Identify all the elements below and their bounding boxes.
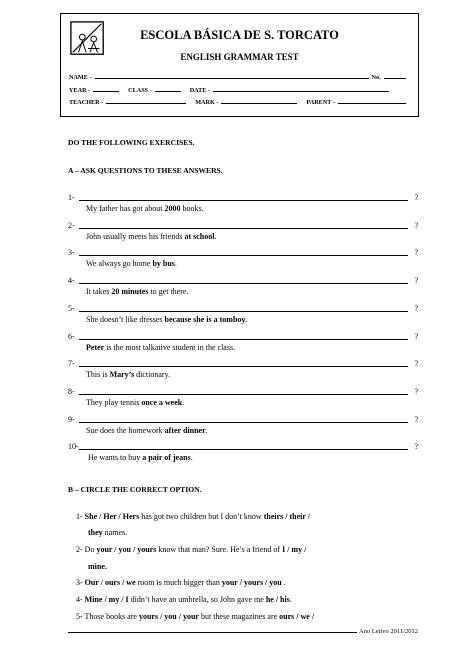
answer-key-phrase: a pair of jeans xyxy=(142,453,191,463)
answer-key-phrase: 2000 xyxy=(164,204,181,213)
question-line[interactable] xyxy=(68,304,418,313)
option-text: . xyxy=(281,578,286,587)
answer-sentence xyxy=(86,398,184,407)
name-field[interactable] xyxy=(95,73,369,79)
question-line[interactable] xyxy=(68,221,418,230)
answer-sentence xyxy=(86,232,216,241)
answer-sentence xyxy=(86,343,235,352)
option-choices[interactable]: yours / you / your xyxy=(138,612,199,621)
option-text: 5- Those books are xyxy=(76,612,139,621)
option-text: know that man? Sure. He’s a friend of xyxy=(156,545,283,554)
question-number: 3- xyxy=(68,248,75,258)
question-mark: ? xyxy=(414,386,418,396)
no-label: No. xyxy=(371,74,381,81)
teacher-field[interactable] xyxy=(106,98,186,104)
answer-text: dictionary. xyxy=(134,370,171,380)
answer-key-phrase: after dinner xyxy=(164,425,206,435)
answer-rule xyxy=(79,422,408,423)
option-text: didn’t have an umbrella, so John gave me xyxy=(128,595,266,604)
question-mark: ? xyxy=(414,442,418,452)
date-field[interactable] xyxy=(213,86,389,92)
question-number: 5- xyxy=(68,303,75,313)
answer-sentence xyxy=(86,287,188,296)
answer-text: Sue does the homework xyxy=(86,425,165,435)
question-mark: ? xyxy=(414,193,418,202)
answer-key-phrase: Mary’s xyxy=(109,370,135,380)
section-a-title: A – ASK QUESTIONS TO THESE ANSWERS. xyxy=(68,166,223,175)
answer-text: . xyxy=(182,397,185,407)
answer-key-phrase: once a week xyxy=(141,397,183,407)
answer-text: . xyxy=(245,314,248,324)
option-continuation xyxy=(88,562,107,571)
question-mark: ? xyxy=(414,276,418,286)
name-label: NAME - xyxy=(69,74,92,81)
question-line[interactable] xyxy=(68,276,418,285)
answer-text: . xyxy=(205,425,208,435)
teacher-row xyxy=(69,98,410,106)
answer-text: books. xyxy=(180,204,204,213)
option-choices[interactable]: your / yours / you xyxy=(221,578,282,587)
option-text: 3- xyxy=(76,578,85,587)
answer-text: We always go home xyxy=(86,259,153,269)
instruction: DO THE FOLLOWING EXERCISES. xyxy=(68,138,195,147)
answer-sentence xyxy=(86,315,247,324)
year-row xyxy=(69,86,410,94)
answer-rule xyxy=(79,200,408,201)
class-field[interactable] xyxy=(155,86,181,92)
test-title: ENGLISH GRAMMAR TEST xyxy=(180,52,299,62)
option-choices[interactable]: mine. xyxy=(88,562,107,571)
answer-text: They play tennis xyxy=(86,397,142,407)
header-box xyxy=(60,13,419,117)
answer-text: This is xyxy=(86,370,110,380)
answer-sentence xyxy=(86,204,204,213)
option-choices[interactable]: he / his xyxy=(265,595,290,604)
option-sentence xyxy=(76,545,306,554)
option-text: 4- xyxy=(76,595,85,604)
option-text: names. xyxy=(102,528,128,537)
date-label: DATE - xyxy=(189,87,211,94)
answer-rule xyxy=(79,394,408,395)
answer-key-phrase: at school xyxy=(184,231,215,241)
answer-rule xyxy=(79,228,408,229)
answer-rule xyxy=(79,339,408,340)
option-choices[interactable]: ours / we / xyxy=(279,612,315,621)
answer-key-phrase: by bus xyxy=(152,259,175,269)
option-text: 2- Do xyxy=(76,545,97,554)
question-number: 1- xyxy=(68,193,75,202)
answer-text: . xyxy=(174,259,177,269)
name-row xyxy=(69,73,410,81)
footer xyxy=(68,628,418,635)
question-number: 6- xyxy=(68,331,75,341)
question-line[interactable] xyxy=(68,248,418,257)
question-number: 8- xyxy=(68,386,75,396)
question-line[interactable] xyxy=(68,359,418,368)
option-sentence xyxy=(76,595,292,604)
option-text: 1- xyxy=(76,512,85,521)
question-mark: ? xyxy=(414,220,418,230)
question-line[interactable] xyxy=(68,193,418,202)
footer-rule xyxy=(68,632,357,633)
answer-rule xyxy=(79,311,408,312)
teacher-label: TEACHER - xyxy=(69,99,104,106)
question-line[interactable] xyxy=(68,442,418,451)
question-mark: ? xyxy=(414,414,418,424)
answer-text: It takes xyxy=(86,287,112,297)
answer-sentence xyxy=(88,453,193,462)
question-number: 7- xyxy=(68,359,75,369)
option-sentence xyxy=(76,512,310,521)
answer-text: . xyxy=(190,453,193,463)
mark-label: MARK - xyxy=(195,99,219,106)
year-field[interactable] xyxy=(93,86,119,92)
answer-key-phrase: Peter xyxy=(86,342,105,352)
section-b-title: B – CIRCLE THE CORRECT OPTION. xyxy=(68,485,202,494)
question-number: 10- xyxy=(68,442,79,452)
answer-rule xyxy=(79,283,408,284)
question-mark: ? xyxy=(414,359,418,369)
option-choices[interactable]: I / my / xyxy=(282,545,307,554)
answer-text: is the most talkative student in the class. xyxy=(104,342,236,352)
class-label: CLASS - xyxy=(128,87,152,94)
answer-rule xyxy=(79,366,408,367)
question-line[interactable] xyxy=(68,332,418,341)
option-continuation xyxy=(88,528,127,537)
answer-text: . xyxy=(214,231,217,241)
option-choices[interactable]: they xyxy=(88,528,103,537)
year-label: YEAR - xyxy=(69,87,91,94)
answer-rule xyxy=(79,449,408,450)
option-choices[interactable]: theirs / their / xyxy=(263,512,310,521)
option-text: but these magazines are xyxy=(198,612,280,621)
answer-rule xyxy=(79,255,408,256)
answer-text: He wants to buy xyxy=(88,453,143,463)
option-choices[interactable]: Our / ours / we xyxy=(84,578,136,587)
answer-sentence xyxy=(86,259,177,268)
parent-label: PARENT - xyxy=(306,99,335,106)
question-number: 9- xyxy=(68,414,75,424)
question-number: 4- xyxy=(68,276,75,286)
option-sentence xyxy=(76,578,286,587)
option-sentence xyxy=(76,612,314,621)
option-choices[interactable]: She / Her / Hers xyxy=(84,512,140,521)
school-name: ESCOLA BÁSICA DE S. TORCATO xyxy=(140,28,339,42)
answer-text: My father has got about xyxy=(86,204,165,213)
option-text: room is much bigger than xyxy=(135,578,222,587)
question-mark: ? xyxy=(414,331,418,341)
option-text: . xyxy=(289,595,292,604)
answer-text: to get there. xyxy=(148,287,189,297)
no-field[interactable] xyxy=(384,73,406,79)
question-line[interactable] xyxy=(68,415,418,424)
option-choices[interactable]: Mine / my / I xyxy=(84,595,129,604)
answer-sentence xyxy=(86,426,208,435)
answer-text: She doesn’t like dresses xyxy=(86,314,165,324)
question-line[interactable] xyxy=(68,387,418,396)
option-choices[interactable]: your / you / yours xyxy=(96,545,157,554)
question-mark: ? xyxy=(414,248,418,258)
answer-text: John usually meets his friends xyxy=(86,231,185,241)
answer-key-phrase: 20 minutes xyxy=(111,287,149,297)
mark-field[interactable] xyxy=(221,98,297,104)
footer-text: Ano Letivo 2011/2012 xyxy=(359,628,418,635)
question-mark: ? xyxy=(414,303,418,313)
answer-sentence xyxy=(86,370,170,379)
parent-field[interactable] xyxy=(338,98,406,104)
option-text: has got two children but I don’t know xyxy=(139,512,264,521)
question-number: 2- xyxy=(68,220,75,230)
answer-key-phrase: because she is a tomboy xyxy=(164,314,246,324)
